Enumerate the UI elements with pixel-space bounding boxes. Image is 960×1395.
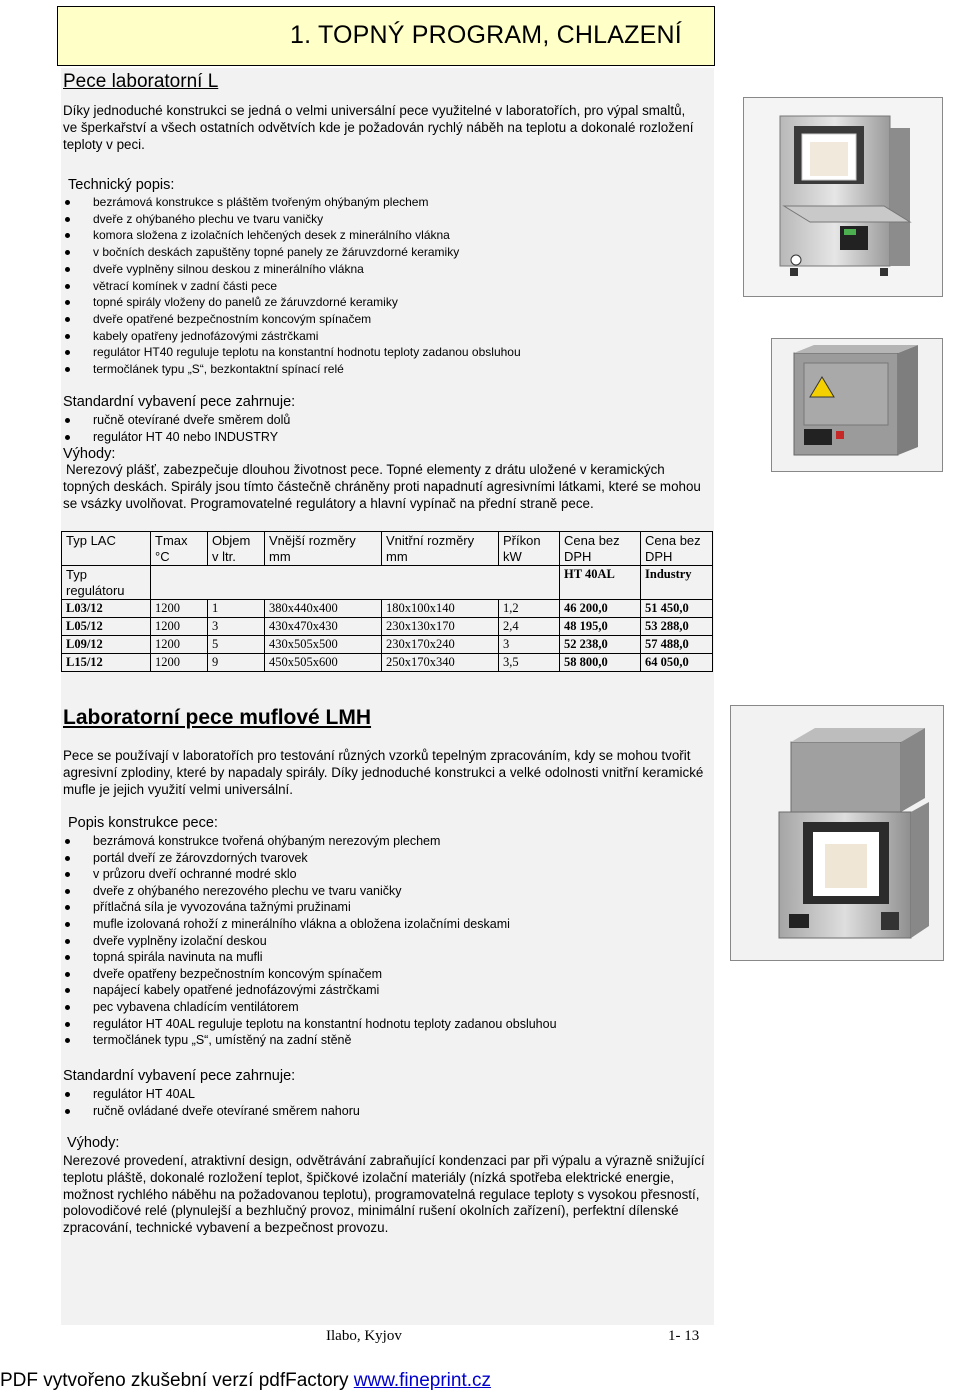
list-item: regulátor HT 40AL [63, 1086, 360, 1103]
table-cell: 1200 [151, 618, 208, 636]
section1-intro: Díky jednoduché konstrukci se jedná o velmi universální pece využitelné v laboratořích, pro výpal smaltů, ve šperkařství a všech ostatních odvětvích kde je požadován rychlý náběh na teplotu a dokonalé rozložení teploty v peci. [63, 103, 694, 152]
pdf-watermark [0, 1370, 491, 1392]
adv-text-1: Nerezový plášť, zabezpečuje dlouhou životnost pece. Topné elementy z drátu uložené v keramických topných deskách. Spirály jsou tímto částečně chráněny proti napadnutí agresivními látkami, které se mohou se vsázky uvolňovat. Programovatelné regulátory a hlavní vypínač na přední straně pece. [63, 462, 701, 511]
table-cell: 230x130x170 [382, 618, 499, 636]
pdf-watermark-text: PDF vytvořeno zkušební verzí pdfFactory [0, 1370, 354, 1391]
table-cell: Objem v ltr. [208, 532, 265, 566]
table-cell: 230x170x240 [382, 636, 499, 654]
list-item: kabely opatřeny jednofázovými zástrčkami [63, 328, 521, 345]
table-cell: Cena bez DPH [560, 532, 641, 566]
list-item: regulátor HT 40AL reguluje teplotu na konstantní hodnotu teploty zadanou obsluhou [63, 1016, 557, 1033]
table-cell: 1200 [151, 654, 208, 672]
list-item: termočlánek typu „S“, bezkontaktní spínací relé [63, 361, 521, 378]
adv-heading-2: Výhody: [67, 1135, 120, 1151]
table-cell: 3 [208, 618, 265, 636]
table-cell: 450x505x600 [265, 654, 382, 672]
list-item: pec vybavena chladícím ventilátorem [63, 999, 557, 1016]
tech-list [63, 194, 521, 378]
table-cell: Vnější rozměry mm [265, 532, 382, 566]
constr-list [63, 833, 557, 1049]
list-item: dveře vyplněny silnou deskou z minerálního vlákna [63, 261, 521, 278]
table-row [62, 654, 713, 672]
section-heading-lmh: Laboratorní pece muflové LMH [63, 706, 372, 729]
table-cell: 2,4 [499, 618, 560, 636]
table-cell: HT 40AL [560, 566, 641, 600]
list-item: mufle izolovaná rohoží z minerálního vlákna a obložena izolačními deskami [63, 916, 557, 933]
chapter-header-box [57, 6, 715, 66]
table-cell: Tmax °C [151, 532, 208, 566]
table-cell: 64 050,0 [641, 654, 713, 672]
list-item: dveře vyplněny izolační deskou [63, 933, 557, 950]
table-cell: Vnitřní rozměry mm [382, 532, 499, 566]
table-cell: 1 [208, 600, 265, 618]
table-cell: L05/12 [62, 618, 151, 636]
table-row [62, 636, 713, 654]
constr-heading: Popis konstrukce pece: [68, 815, 218, 831]
list-item: ručně otevírané dveře směrem dolů [63, 412, 290, 429]
list-item: dveře z ohýbaného plechu ve tvaru vaničky [63, 211, 521, 228]
std-heading-1: Standardní vybavení pece zahrnuje: [63, 394, 296, 410]
list-item: větrací komínek v zadní části pece [63, 278, 521, 295]
tech-heading: Technický popis: [68, 177, 175, 193]
furnace-image-3 [730, 705, 944, 961]
list-item: topné spirály vloženy do panelů ze žáruvzdorné keramiky [63, 294, 521, 311]
table-cell: L15/12 [62, 654, 151, 672]
furnace-image-2 [771, 338, 943, 472]
std-list-1 [63, 412, 290, 445]
std-heading-2: Standardní vybavení pece zahrnuje: [63, 1068, 296, 1084]
table-row [62, 618, 713, 636]
list-item: komora složena z izolačních lehčených desek z minerálního vlákna [63, 227, 521, 244]
table-cell: 380x440x400 [265, 600, 382, 618]
table-cell: 1200 [151, 600, 208, 618]
table-cell: 58 800,0 [560, 654, 641, 672]
table-cell: 9 [208, 654, 265, 672]
table-row [62, 600, 713, 618]
adv-heading-1: Výhody: [63, 446, 116, 462]
table-cell: Typ regulátoru [62, 566, 151, 600]
table-cell: 180x100x140 [382, 600, 499, 618]
list-item: dveře opatřené bezpečnostním koncovým spínačem [63, 311, 521, 328]
list-item: bezrámová konstrukce s pláštěm tvořeným ohýbaným plechem [63, 194, 521, 211]
table-cell: L03/12 [62, 600, 151, 618]
list-item: napájecí kabely opatřené jednofázovými zástrčkami [63, 982, 557, 999]
table-cell: 1200 [151, 636, 208, 654]
table-cell: 3,5 [499, 654, 560, 672]
table-cell: 51 450,0 [641, 600, 713, 618]
table-cell: 53 288,0 [641, 618, 713, 636]
table-cell: 5 [208, 636, 265, 654]
list-item: dveře z ohýbaného nerezového plechu ve tvaru vaničky [63, 883, 557, 900]
adv-text-2: Nerezové provedení, atraktivní design, odvětrávání zabraňující kondenzaci par při výpalu a výrazně snižující teplotu pláště, dokonalé rozložení teplot, špičkové izolační materiály (nízká spotřeba elektrické energie, možnost rychlého náběhu na požadovanou teplotu), programovatelná regulace teploty s vysokou přesností, polovodičové relé (plynulejší a bezhlučný provoz, minimální rušení okolních zařízení), perfektní dílenské zpracování, technické vybavení a bezpečnost provozu. [63, 1153, 705, 1236]
list-item: topná spirála navinuta na mufli [63, 949, 557, 966]
table-cell: 430x505x500 [265, 636, 382, 654]
table-cell: 48 195,0 [560, 618, 641, 636]
spec-table [61, 531, 713, 672]
table-cell: 250x170x340 [382, 654, 499, 672]
table-cell: 1,2 [499, 600, 560, 618]
table-cell: L09/12 [62, 636, 151, 654]
list-item: termočlánek typu „S“, umístěný na zadní stěně [63, 1032, 557, 1049]
list-item: regulátor HT 40 nebo INDUSTRY [63, 429, 290, 446]
section-heading-pece-l: Pece laboratorní L [63, 71, 219, 92]
table-header-row [62, 532, 713, 566]
table-cell: Typ LAC [62, 532, 151, 566]
fineprint-link[interactable]: www.fineprint.cz [353, 1370, 492, 1391]
footer-company: Ilabo, Kyjov [326, 1328, 402, 1344]
list-item: přítlačná síla je vyvozována tažnými pružinami [63, 899, 557, 916]
list-item: portál dveří ze žárovzdorných tvarovek [63, 850, 557, 867]
list-item: v průzoru dveří ochranné modré sklo [63, 866, 557, 883]
list-item: bezrámová konstrukce tvořená ohýbaným nerezovým plechem [63, 833, 557, 850]
table-cell: 52 238,0 [560, 636, 641, 654]
table-cell: 430x470x430 [265, 618, 382, 636]
chapter-title: 1. TOPNÝ PROGRAM, CHLAZENÍ [290, 21, 682, 49]
table-cell [151, 566, 560, 600]
std-list-2 [63, 1086, 360, 1119]
footer-page-number: 1- 13 [668, 1328, 700, 1344]
list-item: regulátor HT40 reguluje teplotu na konstantní hodnotu teploty zadanou obsluhou [63, 344, 521, 361]
list-item: v bočních deskách zapuštěny topné panely ze žáruvzdorné keramiky [63, 244, 521, 261]
table-cell: Příkon kW [499, 532, 560, 566]
table-regulator-row [62, 566, 713, 600]
section2-intro: Pece se používají v laboratořích pro testování různých vzorků tepelným zpracováním, kdy se mohou tvořit agresivní zplodiny, které by napadaly spirály. Díky jednoduché konstrukci a velké odolnosti vnitřní keramické mufle je jejich využití velmi universální. [63, 748, 704, 797]
table-cell: 57 488,0 [641, 636, 713, 654]
furnace-image-1 [743, 97, 943, 297]
list-item: dveře opatřeny bezpečnostním koncovým spínačem [63, 966, 557, 983]
table-cell: 3 [499, 636, 560, 654]
table-cell: 46 200,0 [560, 600, 641, 618]
table-cell: Cena bez DPH [641, 532, 713, 566]
list-item: ručně ovládané dveře otevírané směrem nahoru [63, 1103, 360, 1120]
table-cell: Industry [641, 566, 713, 600]
